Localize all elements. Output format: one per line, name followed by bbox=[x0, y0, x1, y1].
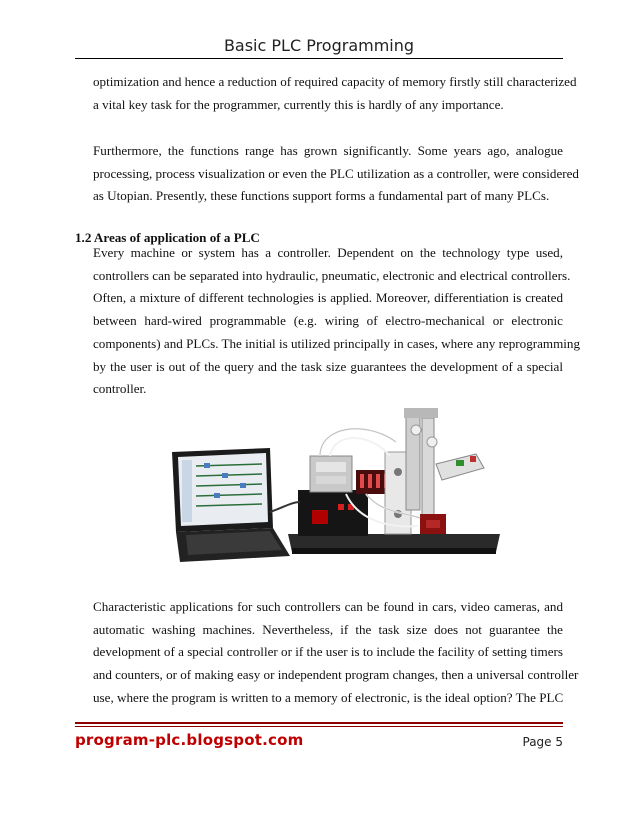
text-line: a vital key task for the programmer, currently this is hardly of any importance. bbox=[93, 96, 504, 112]
paragraph-1 bbox=[93, 71, 577, 116]
text-line: automatic washing machines. Nevertheless, if the task size does not guarantee the bbox=[93, 621, 563, 637]
paragraph-4 bbox=[93, 596, 579, 710]
text-line: Furthermore, the functions range has grown significantly. Some years ago, analogue bbox=[93, 143, 563, 158]
paragraph-3 bbox=[93, 242, 581, 401]
text-line: Often, a mixture of different technologies is applied. Moreover, differentiation is created bbox=[93, 290, 563, 306]
text-line: controllers can be separated into hydraulic, pneumatic, electronic and electrical controllers. bbox=[93, 267, 571, 283]
page-header-title: Basic PLC Programming bbox=[223, 36, 415, 55]
header-rule bbox=[75, 58, 563, 59]
plc-trainer-photo bbox=[170, 402, 500, 564]
text-line: components) and PLCs. The initial is utilized principally in cases, where any reprogramming bbox=[93, 335, 581, 351]
text-line: and counters, or of making easy or independent program changes, then a universal controller bbox=[93, 667, 579, 683]
text-line: between hard-wired programmable (e.g. wiring of electro-mechanical or electronic bbox=[93, 313, 563, 329]
paragraph-2 bbox=[93, 140, 579, 208]
text-line: optimization and hence a reduction of required capacity of memory firstly still characterized bbox=[93, 74, 577, 89]
footer-rule-thin bbox=[75, 726, 563, 727]
footer-rule bbox=[75, 722, 563, 724]
page-number: Page 5 bbox=[522, 735, 563, 749]
text-line: Characteristic applications for such controllers can be found in cars, video cameras, and bbox=[93, 599, 563, 614]
text-line: use, where the program is written to a memory of electronic, is the ideal option? The PLC bbox=[93, 689, 564, 705]
text-line: as Utopian. Presently, these functions support forms a fundamental part of many PLCs. bbox=[93, 188, 550, 204]
section-heading: 1.2 Areas of application of a PLC bbox=[75, 230, 260, 245]
text-line: by the user is out of the query and the task size guarantees the development of a special bbox=[93, 358, 563, 374]
text-line: controller. bbox=[93, 381, 147, 397]
text-line: processing, process visualization or even the PLC utilization as a controller, were considered bbox=[93, 165, 579, 181]
footer-site-link[interactable]: program-plc.blogspot.com bbox=[75, 731, 304, 749]
text-line: Every machine or system has a controller. Dependent on the technology type used, bbox=[93, 245, 563, 260]
text-line: development of a special controller or if the user is to include the facility of setting timers bbox=[93, 644, 563, 660]
